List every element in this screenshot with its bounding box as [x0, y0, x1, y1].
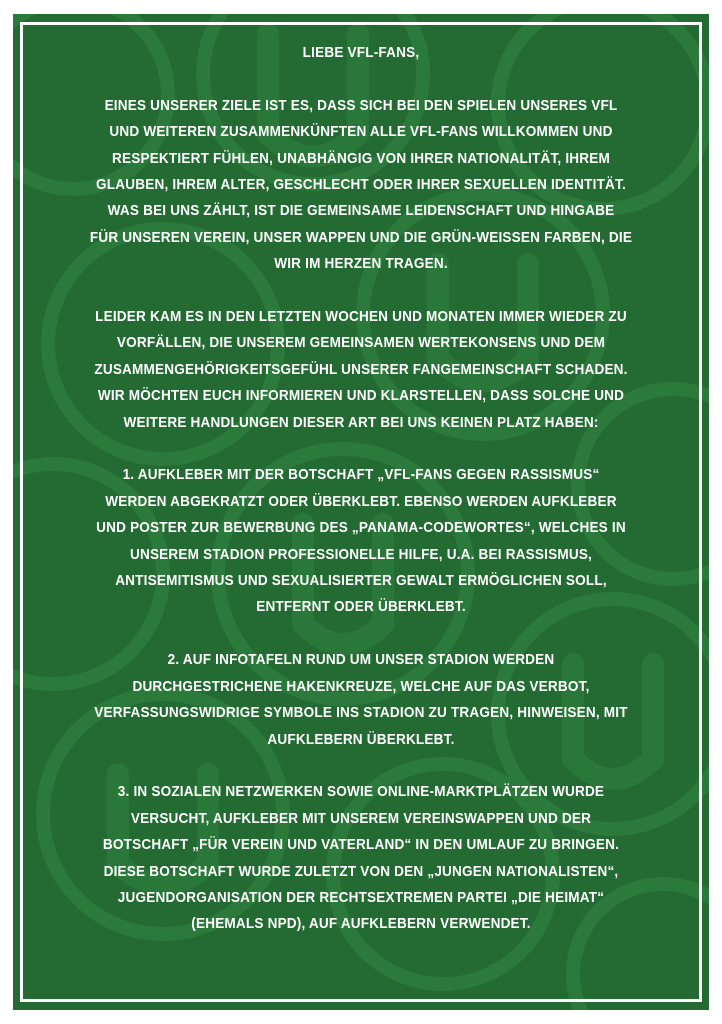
text-line: 1. AUFKLEBER MIT DER BOTSCHAFT „VFL-FANS GEGEN RASSISMUS“ — [122, 467, 600, 484]
text-line: GLAUBEN, IHREM ALTER, GESCHLECHT ODER IHRER SEXUELLEN IDENTITÄT. — [96, 177, 626, 194]
text-line: ENTFERNT ODER ÜBERKLEBT. — [256, 599, 466, 616]
text-line: BOTSCHAFT „FÜR VEREIN UND VATERLAND“ IN DEN UMLAUF ZU BRINGEN. — [102, 837, 620, 854]
letter-body — [60, 40, 663, 938]
green-panel — [13, 14, 709, 1010]
text-line: DURCHGESTRICHENE HAKENKREUZE, WELCHE AUF DAS VERBOT, — [132, 678, 590, 695]
text-line: WEITERE HANDLUNGEN DIESER ART BEI UNS KEINEN PLATZ HABEN: — [123, 414, 599, 431]
text-line: ZUSAMMENGEHÖRIGKEITSGEFÜHL UNSERER FANGEMEINSCHAFT SCHADEN. — [94, 361, 628, 378]
text-line: UND POSTER ZUR BEWERBUNG DES „PANAMA-CODEWORTES“, WELCHES IN — [96, 520, 626, 537]
text-line: LEIDER KAM ES IN DEN LETZTEN WOCHEN UND MONATEN IMMER WIEDER ZU — [95, 309, 627, 326]
spacer — [60, 66, 663, 92]
point-1 — [60, 462, 663, 620]
text-line: ANTISEMITISMUS UND SEXUALISIERTER GEWALT ERMÖGLICHEN SOLL, — [115, 573, 607, 590]
text-line: WIR IM HERZEN TRAGEN. — [274, 256, 448, 273]
spacer — [60, 753, 663, 779]
text-line: VERFASSUNGSWIDRIGE SYMBOLE INS STADION ZU TRAGEN, HINWEISEN, MIT — [94, 705, 628, 722]
text-line: (EHEMALS NPD), AUF AUFKLEBERN VERWENDET. — [191, 916, 531, 933]
paragraph-intro — [60, 93, 663, 278]
text-line: UND WEITEREN ZUSAMMENKÜNFTEN ALLE VFL-FANS WILLKOMMEN UND — [109, 124, 613, 141]
point-2 — [60, 647, 663, 753]
text-line: JUGENDORGANISATION DER RECHTSEXTREMEN PARTEI „DIE HEIMAT“ — [117, 889, 605, 906]
text-line: VERSUCHT, AUFKLEBER MIT UNSEREM VEREINSWAPPEN UND DER — [130, 810, 592, 827]
text-line: WAS BEI UNS ZÄHLT, IST DIE GEMEINSAME LEIDENSCHAFT UND HINGABE — [107, 203, 615, 220]
text-line: VORFÄLLEN, DIE UNSEREM GEMEINSAMEN WERTEKONSENS UND DEM — [116, 335, 606, 352]
spacer — [60, 278, 663, 304]
text-line: 2. AUF INFOTAFELN RUND UM UNSER STADION WERDEN — [167, 652, 555, 669]
text-line: RESPEKTIERT FÜHLEN, UNABHÄNGIG VON IHRER NATIONALITÄT, IHREM — [111, 150, 611, 167]
text-line: 3. IN SOZIALEN NETZWERKEN SOWIE ONLINE-MARKTPLÄTZEN WURDE — [117, 784, 605, 801]
spacer — [60, 436, 663, 462]
text-line: WIR MÖCHTEN EUCH INFORMIEREN UND KLARSTELLEN, DASS SOLCHE UND — [97, 388, 625, 405]
text-line: DIESE BOTSCHAFT WURDE ZULETZT VON DEN „JUNGEN NATIONALISTEN“, — [103, 863, 619, 880]
text-line: FÜR UNSEREN VEREIN, UNSER WAPPEN UND DIE GRÜN-WEISSEN FARBEN, DIE — [89, 229, 633, 246]
paragraph-incidents — [60, 304, 663, 436]
spacer — [60, 621, 663, 647]
point-3 — [60, 779, 663, 937]
greeting: LIEBE VFL-FANS, — [302, 45, 420, 61]
text-line: UNSEREM STADION PROFESSIONELLE HILFE, U.A. BEI RASSISMUS, — [129, 546, 593, 563]
text-line: EINES UNSERER ZIELE IST ES, DASS SICH BEI DEN SPIELEN UNSERES VFL — [104, 97, 618, 114]
text-line: AUFKLEBERN ÜBERKLEBT. — [267, 731, 455, 748]
text-line: WERDEN ABGEKRATZT ODER ÜBERKLEBT. EBENSO WERDEN AUFKLEBER — [105, 493, 617, 510]
